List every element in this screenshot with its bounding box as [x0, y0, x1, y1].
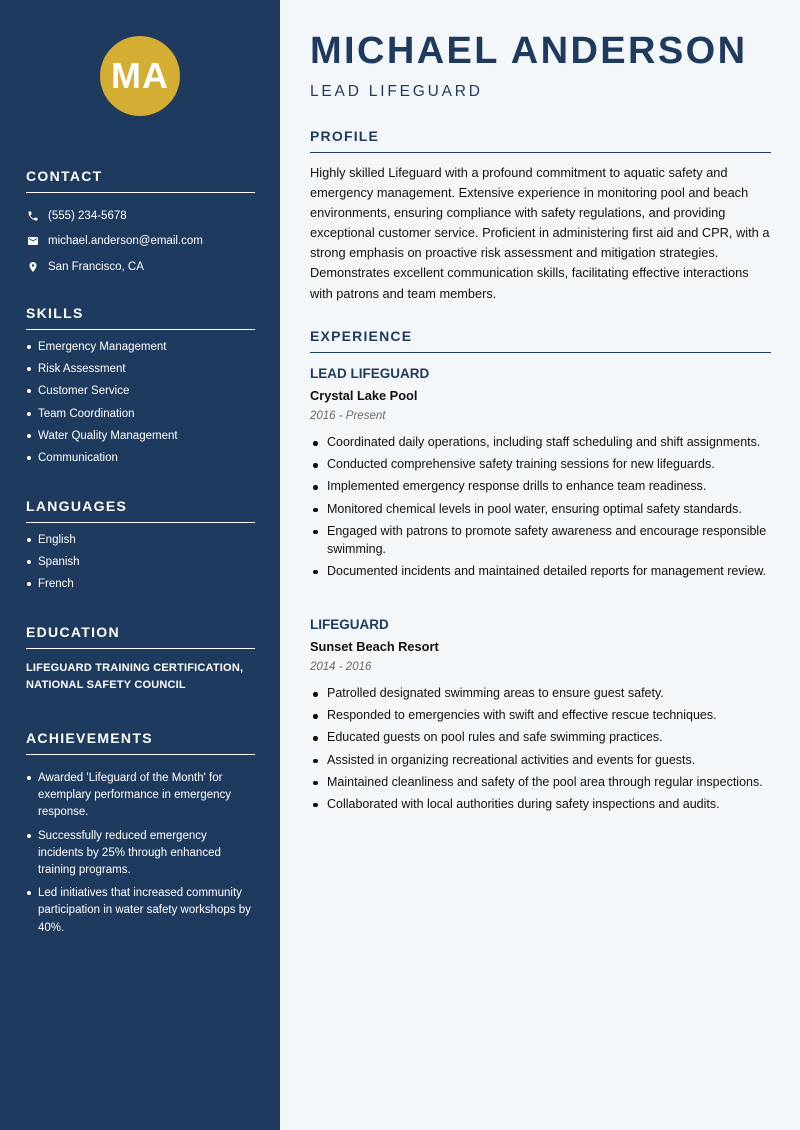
language-item: English — [26, 532, 255, 554]
candidate-name: MICHAEL ANDERSON — [310, 30, 748, 72]
avatar: MA — [100, 36, 180, 116]
job-bullet: Educated guests on pool rules and safe swimming practices. — [310, 729, 771, 747]
profile-text: Highly skilled Lifeguard with a profound commitment to aquatic safety and emergency management. Extensive experience in monitoring pool and beach environments, ensuring compliance with safety regulations, and providing exceptional customer service. Proficient in administering first aid and CPR, with a strong emphasis on proactive risk assessment and mitigation strategies. Demonstrates excellent communication skills, facilitating effective interactions with patrons and team members. — [310, 165, 770, 301]
education-heading: EDUCATION — [26, 624, 255, 649]
skill-item: Emergency Management — [26, 339, 255, 361]
contact-location — [26, 254, 255, 280]
job-dates: 2016 - Present — [310, 410, 386, 422]
phone-icon — [26, 209, 40, 223]
job-bullet: Coordinated daily operations, including staff scheduling and shift assignments. — [310, 434, 771, 452]
contact-location-text: San Francisco, CA — [48, 260, 144, 273]
contact-email[interactable] — [26, 229, 255, 255]
education-section — [26, 624, 255, 694]
sidebar — [0, 0, 280, 1130]
job-bullet: Responded to emergencies with swift and effective rescue techniques. — [310, 707, 771, 725]
achievements-section — [26, 730, 255, 943]
languages-section — [26, 498, 255, 599]
job-bullet: Documented incidents and maintained detailed reports for management review. — [310, 563, 771, 581]
skills-section — [26, 305, 255, 472]
contact-phone-text: (555) 234-5678 — [48, 209, 127, 222]
achievements-heading: ACHIEVEMENTS — [26, 730, 255, 755]
achievement-item: Successfully reduced emergency incidents by 25% through enhanced training programs. — [26, 828, 255, 880]
job-bullet: Implemented emergency response drills to enhance team readiness. — [310, 478, 771, 496]
experience-heading: EXPERIENCE — [310, 328, 771, 353]
contact-phone[interactable] — [26, 203, 255, 229]
job-company: Sunset Beach Resort — [310, 639, 439, 654]
skill-item: Risk Assessment — [26, 361, 255, 383]
candidate-title: LEAD LIFEGUARD — [310, 83, 483, 100]
email-icon — [26, 234, 40, 248]
achievement-item: Awarded 'Lifeguard of the Month' for exemplary performance in emergency response. — [26, 770, 255, 822]
profile-heading: PROFILE — [310, 128, 771, 153]
contact-section — [26, 168, 255, 280]
education-text: LIFEGUARD TRAINING CERTIFICATION, NATIONAL SAFETY COUNCIL — [26, 662, 244, 691]
skill-item: Team Coordination — [26, 406, 255, 428]
job-bullet: Engaged with patrons to promote safety awareness and encourage responsible swimming. — [310, 523, 771, 559]
language-item: French — [26, 576, 255, 598]
job-entry — [310, 366, 771, 585]
job-bullet: Conducted comprehensive safety training sessions for new lifeguards. — [310, 456, 771, 474]
skill-item: Water Quality Management — [26, 428, 255, 450]
job-bullet: Patrolled designated swimming areas to ensure guest safety. — [310, 685, 771, 703]
job-bullet: Assisted in organizing recreational activities and events for guests. — [310, 752, 771, 770]
job-bullet: Collaborated with local authorities during safety inspections and audits. — [310, 796, 771, 814]
location-pin-icon — [26, 260, 40, 274]
job-title: LEAD LIFEGUARD — [310, 366, 430, 381]
languages-heading: LANGUAGES — [26, 498, 255, 523]
job-bullet: Monitored chemical levels in pool water, ensuring optimal safety standards. — [310, 501, 771, 519]
job-dates: 2014 - 2016 — [310, 661, 372, 673]
job-entry — [310, 617, 771, 818]
contact-heading: CONTACT — [26, 168, 255, 193]
skills-heading: SKILLS — [26, 305, 255, 330]
job-title: LIFEGUARD — [310, 617, 389, 632]
contact-email-text: michael.anderson@email.com — [48, 235, 203, 248]
skill-item: Customer Service — [26, 383, 255, 405]
job-bullet: Maintained cleanliness and safety of the pool area through regular inspections. — [310, 774, 771, 792]
achievement-item: Led initiatives that increased community participation in water safety workshops by 40%. — [26, 885, 255, 937]
language-item: Spanish — [26, 554, 255, 576]
job-company: Crystal Lake Pool — [310, 388, 418, 403]
skill-item: Communication — [26, 450, 255, 472]
